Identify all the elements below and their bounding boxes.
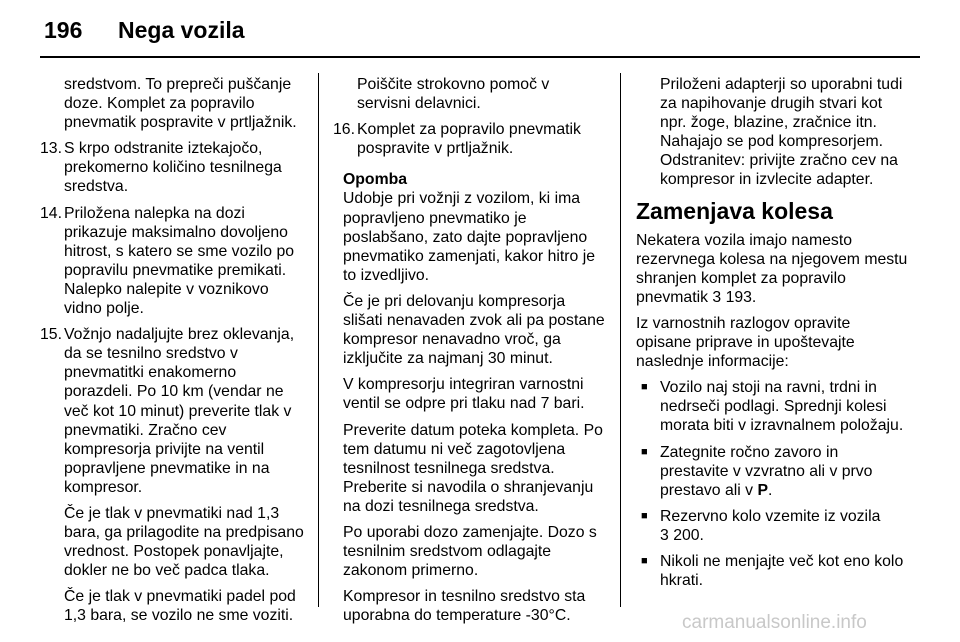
step-14	[40, 204, 308, 319]
note-paragraph: Če je pri delovanju kompresorja slišati nenavaden zvok ali pa postane kompresor nenavadno vroč, ga izključite za najmanj 30 minut.	[343, 292, 605, 368]
bullet-text: Rezervno kolo vzemite iz vozila	[660, 507, 881, 525]
step-subparagraph: Če je tlak v pnevmatiki nad 1,3 bara, ga prilagodite na predpisano vrednost. Postopek ponavljajte, dokler ne bo več padca tlaka.	[64, 504, 304, 580]
column-divider	[620, 73, 621, 607]
note-paragraph: Po uporabi dozo zamenjajte. Dozo s tesnilnim sredstvom odlagajte zakonom primerno.	[343, 523, 597, 580]
step-text: Priložena nalepka na dozi prikazuje maksimalno dovoljeno hitrost, s katero se sme vozilo po popravilu pnevmatike premikati. Nalepko nalepite v voznikovo vidno polje.	[64, 204, 295, 318]
bullet-item	[636, 378, 908, 435]
note-title: Opomba	[343, 171, 408, 189]
bullet-text-end: .	[768, 481, 773, 499]
continued-paragraph: sredstvom. To prepreči puščanje doze. Komplet za popravilo pnevmatik pospravite v prtljažnik.	[64, 76, 297, 132]
bullet-item	[636, 552, 908, 590]
step-number: 16.	[333, 121, 355, 139]
paragraph-text: Nekatera vozila imajo namesto rezervnega kolesa na njegovem mestu shranjen komplet za popravilo pnevmatik	[636, 231, 908, 306]
page-ref-icon: 3	[660, 526, 669, 544]
bullet-icon: ■	[641, 509, 648, 522]
bullet-item	[636, 443, 908, 500]
step-text: Vožnjo nadaljujte brez oklevanja, da se tesnilno sredstvo v pnevmatitki enakomerno porazdeli. Po 10 km (vendar ne več kot 10 minut) preverite tlak v pnevmatiki. Zračno cev kompresorja privijte na ventil popravljene pnevmatike in na kompresor.	[64, 326, 295, 496]
note-paragraph: Kompresor in tesnilno sredstvo sta uporabna do temperature -30°C.	[343, 588, 586, 625]
paragraph: Iz varnostnih razlogov opravite opisane priprave in upoštevajte naslednje informacije:	[636, 314, 855, 371]
page-ref-link[interactable]: 193.	[725, 288, 757, 306]
step-15	[40, 325, 308, 625]
page-ref-link[interactable]: 200.	[673, 526, 704, 544]
page-number: 196	[44, 17, 83, 43]
paragraph	[636, 231, 908, 307]
step-16	[333, 120, 605, 158]
header-rule	[40, 56, 920, 58]
continued-paragraph: Poiščite strokovno pomoč v servisni delavnici.	[357, 76, 550, 113]
bullet-text: Vozilo naj stoji na ravni, trdni in nedrseči podlagi. Sprednji kolesi morata biti v izravnalnem položaju.	[660, 379, 904, 435]
step-number: 14.	[40, 204, 62, 222]
step-subparagraph: Če je tlak v pnevmatiki padel pod 1,3 bara, se vozilo ne sme voziti.	[64, 588, 296, 625]
step-text: S krpo odstranite iztekajočo, prekomerno količino tesnilnega sredstva.	[64, 140, 282, 196]
bullet-text: Nikoli ne menjajte več kot eno kolo hkrati.	[660, 552, 904, 590]
page-title: Nega vozila	[118, 17, 245, 43]
intro-paragraph: Priloženi adapterji so uporabni tudi za napihovanje drugih stvari kot npr. žoge, blazine, zračnice itn. Nahajajo se pod kompresorjem. Odstranitev: privijte zračno cev na kompresor in izvlecite adapter.	[660, 76, 903, 189]
gear-p-label: P	[757, 481, 769, 499]
bullet-body	[660, 507, 908, 545]
column-2	[333, 75, 605, 632]
step-text: Komplet za popravilo pnevmatik pospravite v prtljažnik.	[357, 121, 581, 158]
bullet-body	[660, 443, 908, 500]
section-title: Zamenjava kolesa	[636, 197, 833, 224]
bullet-item	[636, 507, 908, 545]
step-13	[40, 139, 308, 196]
step-body	[64, 325, 308, 625]
page-header	[44, 16, 245, 44]
column-1	[40, 75, 308, 633]
column-3	[636, 75, 908, 597]
bullet-icon: ■	[641, 554, 648, 567]
watermark: carmanualsonline.info	[682, 612, 867, 633]
note-paragraph: Udobje pri vožnji z vozilom, ki ima popravljeno pnevmatiko je poslabšano, zato dajte popravljeno pnevmatiko zamenjati, kakor hitro je to izvedljivo.	[343, 190, 595, 284]
column-divider	[318, 73, 319, 607]
bullet-text: Zategnite ročno zavoro in prestavite v vzvratno ali v prvo prestavo ali v	[660, 443, 873, 499]
note-paragraph: Preverite datum poteka kompleta. Po tem datumu ni več zagotovljena tesnilnost tesnilnega sredstva. Preberite si navodila o shranjevanju na dozi tesnilnega sredstva.	[343, 421, 603, 515]
bullet-icon: ■	[641, 445, 648, 458]
bullet-icon: ■	[641, 381, 648, 394]
page-ref-icon: 3	[712, 288, 722, 306]
note-block	[333, 170, 605, 625]
note-paragraph: V kompresorju integriran varnostni ventil se odpre pri tlaku nad 7 bari.	[343, 376, 585, 413]
step-number: 15.	[40, 326, 62, 344]
step-number: 13.	[40, 140, 62, 158]
